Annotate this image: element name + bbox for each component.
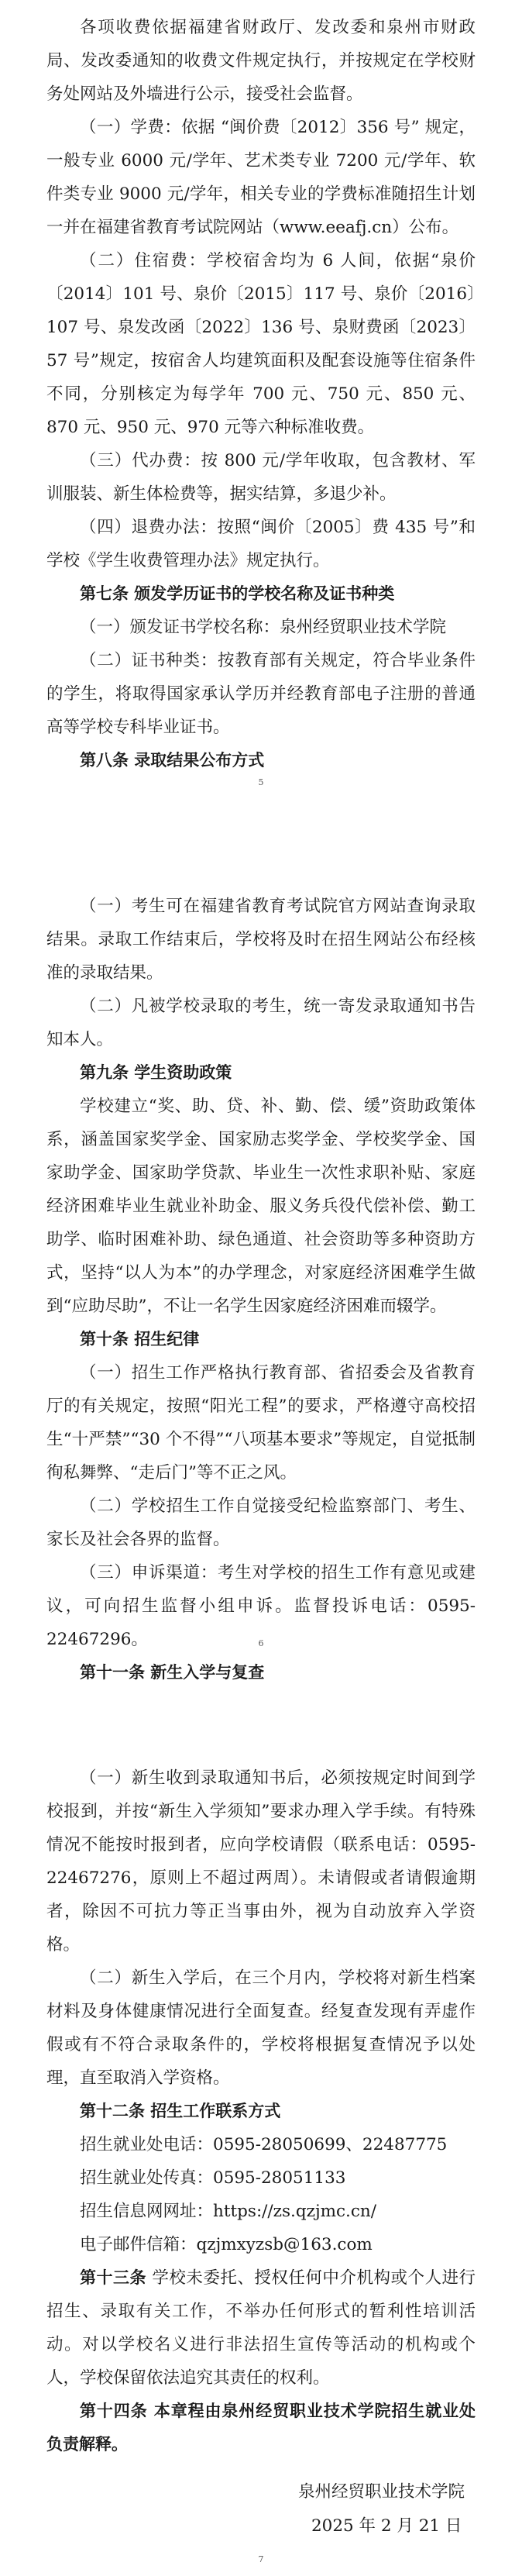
contact-email — [0, 2228, 522, 2261]
signature-organization: 泉州经贸职业技术学院 — [298, 2482, 465, 2502]
article-10-heading: 第十条 招生纪律 — [80, 1330, 200, 1348]
contact-phone-value: 0595-28050699、22487775 — [213, 2135, 448, 2154]
contact-fax-label: 招生就业处传真： — [80, 2168, 214, 2188]
article-12-heading: 第十二条 招生工作联系方式 — [80, 2102, 281, 2120]
tuition-paragraph: （一）学费：依据 “闽价费〔2012〕356 号” 规定，一般专业 6000 元/学年、艺术类专业 7200 元/学年、软件类专业 9000 元/学年，相关专业的学费标准随招生计划一并在福建省教育考试院网站（www.eeafj.cn）公布。 — [46, 118, 476, 237]
fee-intro-paragraph: 各项收费依据福建省财政厅、发改委和泉州市财政局、发改委通知的收费文件规定执行，并按规定在学校财务处网站及外墙进行公示，接受社会监督。 — [46, 18, 476, 104]
signature-date: 2025 年 2 月 21 日 — [311, 2516, 462, 2536]
article-13-heading: 第十三条 — [80, 2268, 147, 2287]
article-14-heading: 第十四条 本章程由泉州经贸职业技术学院招生就业处负责解释。 — [46, 2402, 476, 2454]
article-7-certificate: （二）证书种类：按教育部有关规定，符合毕业条件的学生，将取得国家承认学历并经教育部电子注册的普通高等学校专科毕业证书。 — [46, 651, 476, 737]
contact-phone — [0, 2128, 522, 2161]
page-number-7: 7 — [258, 2554, 264, 2564]
article-13-text: 学校未委托、授权任何中介机构或个人进行招生、录取有关工作，不举办任何形式的暂利性培训活动。对以学校名义进行非法招生宣传等活动的机构或个人，学校保留依法追究其责任的权利。 — [46, 2268, 476, 2388]
agency-fee-paragraph: （三）代办费：按 800 元/学年收取，包含教材、军训服装、新生体检费等，据实结算，多退少补。 — [46, 451, 476, 504]
contact-fax-value: 0595-28051133 — [213, 2168, 346, 2188]
page-5 — [0, 11, 522, 777]
refund-paragraph: （四）退费办法：按照“闽价〔2005〕费 435 号”和学校《学生收费管理办法》规定执行。 — [46, 518, 476, 570]
article-10-supervision: （二）学校招生工作自觉接受纪检监察部门、考生、家长及社会各界的监督。 — [46, 1496, 476, 1549]
article-7-school-name: （一）颁发证书学校名称：泉州经贸职业技术学院 — [80, 618, 447, 637]
article-13-paragraph — [0, 2261, 522, 2395]
article-8-heading: 第八条 录取结果公布方式 — [80, 751, 265, 770]
contact-email-link[interactable]: qzjmxyzsb@163.com — [196, 2235, 373, 2254]
contact-website-link[interactable]: https://zs.qzjmc.cn/ — [213, 2202, 377, 2221]
article-11-review: （二）新生入学后，在三个月内，学校将对新生档案材料及身体健康情况进行全面复查。经复查发现有弄虚作假或有不符合录取条件的，学校将根据复查情况予以处理，直至取消入学资格。 — [46, 1968, 476, 2088]
article-10-rules: （一）招生工作严格执行教育部、省招委会及省教育厅的有关规定，按照“阳光工程”的要求，严格遵守高校招生“十严禁”“30 个不得”“八项基本要求”等规定，自觉抵制徇私舞弊、“走后门”等不正之风。 — [46, 1363, 476, 1483]
page-6 — [0, 890, 522, 1689]
page-number-5: 5 — [258, 777, 264, 787]
article-8-query-results: （一）考生可在福建省教育考试院官方网站查询录取结果。录取工作结束后，学校将及时在招生网站公布经核准的录取结果。 — [46, 897, 476, 983]
contact-website-label: 招生信息网网址： — [80, 2202, 214, 2221]
accommodation-paragraph: （二）住宿费：学校宿舍均为 6 人间，依据“泉价〔2014〕101 号、泉价〔2015〕117 号、泉价〔2016〕107 号、泉发改函〔2022〕136 号、泉财费函〔2023〕57 号”规定，按宿舍人均建筑面积及配套设施等住宿条件不同，分别核定为每学年 700 元、750 元、850 元、870 元、950 元、970 元等六种标准收费。 — [46, 251, 476, 437]
article-10-complaint: （三）申诉渠道：考生对学校的招生工作有意见或建议，可向招生监督小组申诉。监督投诉电话：0595-22467296。 — [46, 1563, 476, 1649]
contact-phone-label: 招生就业处电话： — [80, 2135, 214, 2154]
contact-fax — [0, 2161, 522, 2195]
contact-email-label: 电子邮件信箱： — [80, 2235, 197, 2254]
contact-website — [0, 2195, 522, 2228]
article-9-heading: 第九条 学生资助政策 — [80, 1063, 232, 1082]
article-7-heading: 第七条 颁发学历证书的学校名称及证书种类 — [80, 584, 395, 603]
page-number-6: 6 — [258, 1638, 264, 1648]
article-11-heading: 第十一条 新生入学与复查 — [80, 1663, 265, 1682]
article-9-paragraph: 学校建立“奖、助、贷、补、勤、偿、缓”资助政策体系，涵盖国家奖学金、国家励志奖学金、学校奖学金、国家助学金、国家助学贷款、毕业生一次性求职补贴、家庭经济困难毕业生就业补助金、服义务兵役代偿补偿、勤工助学、临时困难补助、绿色通道、社会资助等多种资助方式，坚持“以人为本”的办学理念，对家庭经济困难学生做到“应助尽助”，不让一名学生因家庭经济困难而辍学。 — [46, 1097, 476, 1316]
page-7 — [0, 1762, 522, 2461]
article-8-notice: （二）凡被学校录取的考生，统一寄发录取通知书告知本人。 — [46, 997, 476, 1049]
article-11-enrollment: （一）新生收到录取通知书后，必须按规定时间到学校报到，并按“新生入学须知”要求办理入学手续。有特殊情况不能按时报到者，应向学校请假（联系电话：0595-22467276，原则上不超过两周）。未请假或者请假逾期者，除因不可抗力等正当事由外，视为自动放弃入学资格。 — [46, 1768, 476, 1954]
